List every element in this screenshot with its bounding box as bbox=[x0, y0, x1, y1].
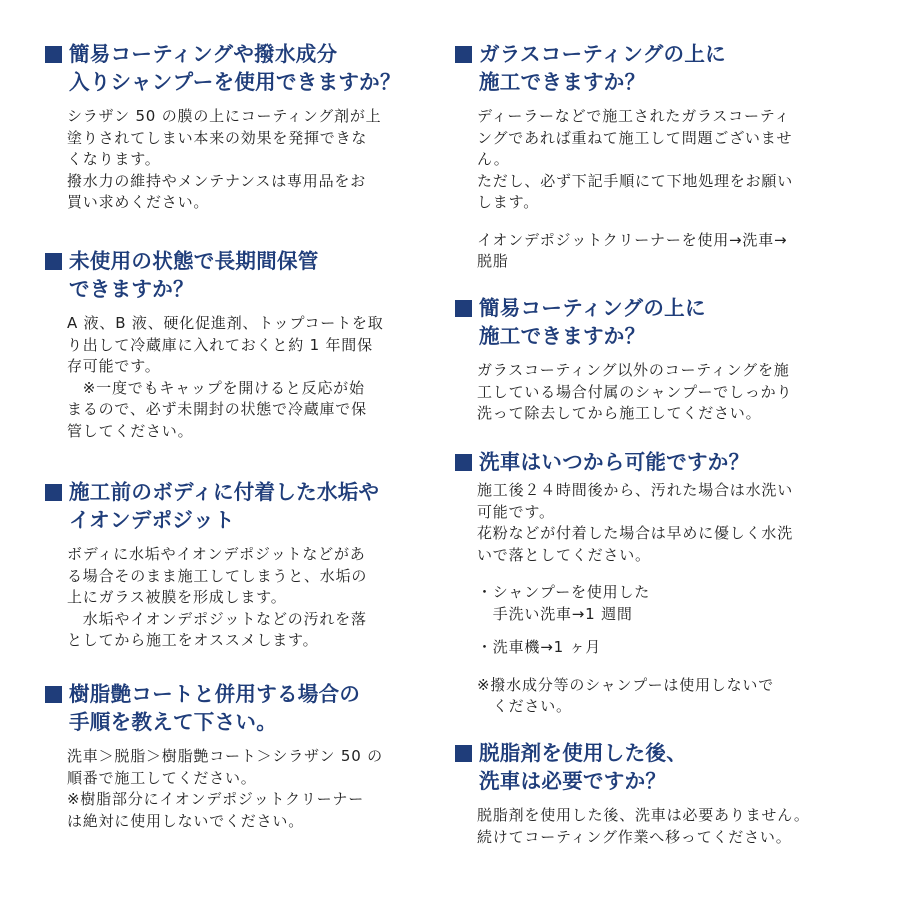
faq-item bbox=[455, 40, 840, 273]
square-bullet-icon bbox=[45, 253, 62, 270]
faq-answer: ボディに水垢やイオンデポジットなどがあ る場合そのまま施工してしまうと、水垢の 上にガラス被膜を形成します。 水垢やイオンデポジットなどの汚れを落 としてから施工をオススメします。 bbox=[67, 545, 368, 649]
faq-question: 洗車はいつから可能ですか？ bbox=[455, 448, 840, 476]
bullet-item: ・シャンプーを使用した bbox=[477, 583, 651, 601]
faq-item bbox=[45, 680, 430, 832]
faq-item bbox=[45, 247, 430, 442]
faq-item bbox=[45, 40, 430, 214]
faq-column-right bbox=[455, 0, 840, 900]
faq-item bbox=[455, 294, 840, 425]
square-bullet-icon bbox=[455, 300, 472, 317]
note: ※撥水成分等のシャンプーは使用しないで bbox=[477, 675, 775, 694]
faq-question: 樹脂艶コートと併用する場合の 手順を教えて下さい。 bbox=[45, 680, 430, 736]
faq-answer: ディーラーなどで施工されたガラスコーティ ングであれば重ねて施工して問題ございませ ん。 ただし、必ず下記手順にて下地処理をお願い します。 イオンデポジットクリーナーを使用→洗車→ 脱脂 bbox=[477, 107, 794, 270]
faq-answer: ガラスコーティング以外のコーティングを施 工している場合付属のシャンプーでしっかり 洗って除去してから施工してください。 bbox=[477, 361, 793, 422]
faq-question: 脱脂剤を使用した後、 洗車は必要ですか？ bbox=[455, 739, 840, 795]
faq-question: 簡易コーティングの上に 施工できますか？ bbox=[455, 294, 840, 350]
faq-answer: 洗車＞脱脂＞樹脂艶コート＞シラザン 50 の 順番で施工してください。 ※樹脂部分にイオンデポジットクリーナー は絶対に使用しないでください。 bbox=[67, 747, 383, 830]
faq-answer: 施工後２４時間後から、汚れた場合は水洗い 可能です。 花粉などが付着した場合は早めに優しく水洗 いで落としてください。 ・シャンプーを使用した 手洗い洗車→1 週間 ・洗車機→1 ヶ月 ※撥水成分等のシャンプーは使用しないで ください。 bbox=[455, 480, 840, 718]
faq-column-left bbox=[45, 0, 430, 900]
square-bullet-icon bbox=[45, 686, 62, 703]
faq-answer: A 液、B 液、硬化促進剤、トップコートを取 り出して冷蔵庫に入れておくと約 1 年間保 存可能です。 ※一度でもキャップを開けると反応が始 まるので、必ず未開封の状態で冷蔵庫で保 管してください。 bbox=[67, 314, 384, 440]
faq-question: 施工前のボディに付着した水垢や イオンデポジット bbox=[45, 478, 430, 534]
square-bullet-icon bbox=[455, 454, 472, 471]
square-bullet-icon bbox=[45, 46, 62, 63]
square-bullet-icon bbox=[455, 46, 472, 63]
faq-question: 未使用の状態で長期間保管 できますか？ bbox=[45, 247, 430, 303]
bullet-item: ・洗車機→1 ヶ月 bbox=[477, 638, 602, 656]
faq-question: 簡易コーティングや撥水成分 入りシャンプーを使用できますか？ bbox=[45, 40, 430, 96]
faq-item bbox=[45, 478, 430, 652]
faq-answer: 脱脂剤を使用した後、洗車は必要ありません。 続けてコーティング作業へ移ってください。 bbox=[477, 806, 810, 846]
faq-item bbox=[455, 448, 840, 718]
faq-question: ガラスコーティングの上に 施工できますか？ bbox=[455, 40, 840, 96]
faq-item bbox=[455, 739, 840, 848]
square-bullet-icon bbox=[455, 745, 472, 762]
square-bullet-icon bbox=[45, 484, 62, 501]
faq-answer: シラザン 50 の膜の上にコーティング剤が上 塗りされてしまい本来の効果を発揮できな くなります。 撥水力の維持やメンテナンスは専用品をお 買い求めください。 bbox=[67, 107, 382, 211]
